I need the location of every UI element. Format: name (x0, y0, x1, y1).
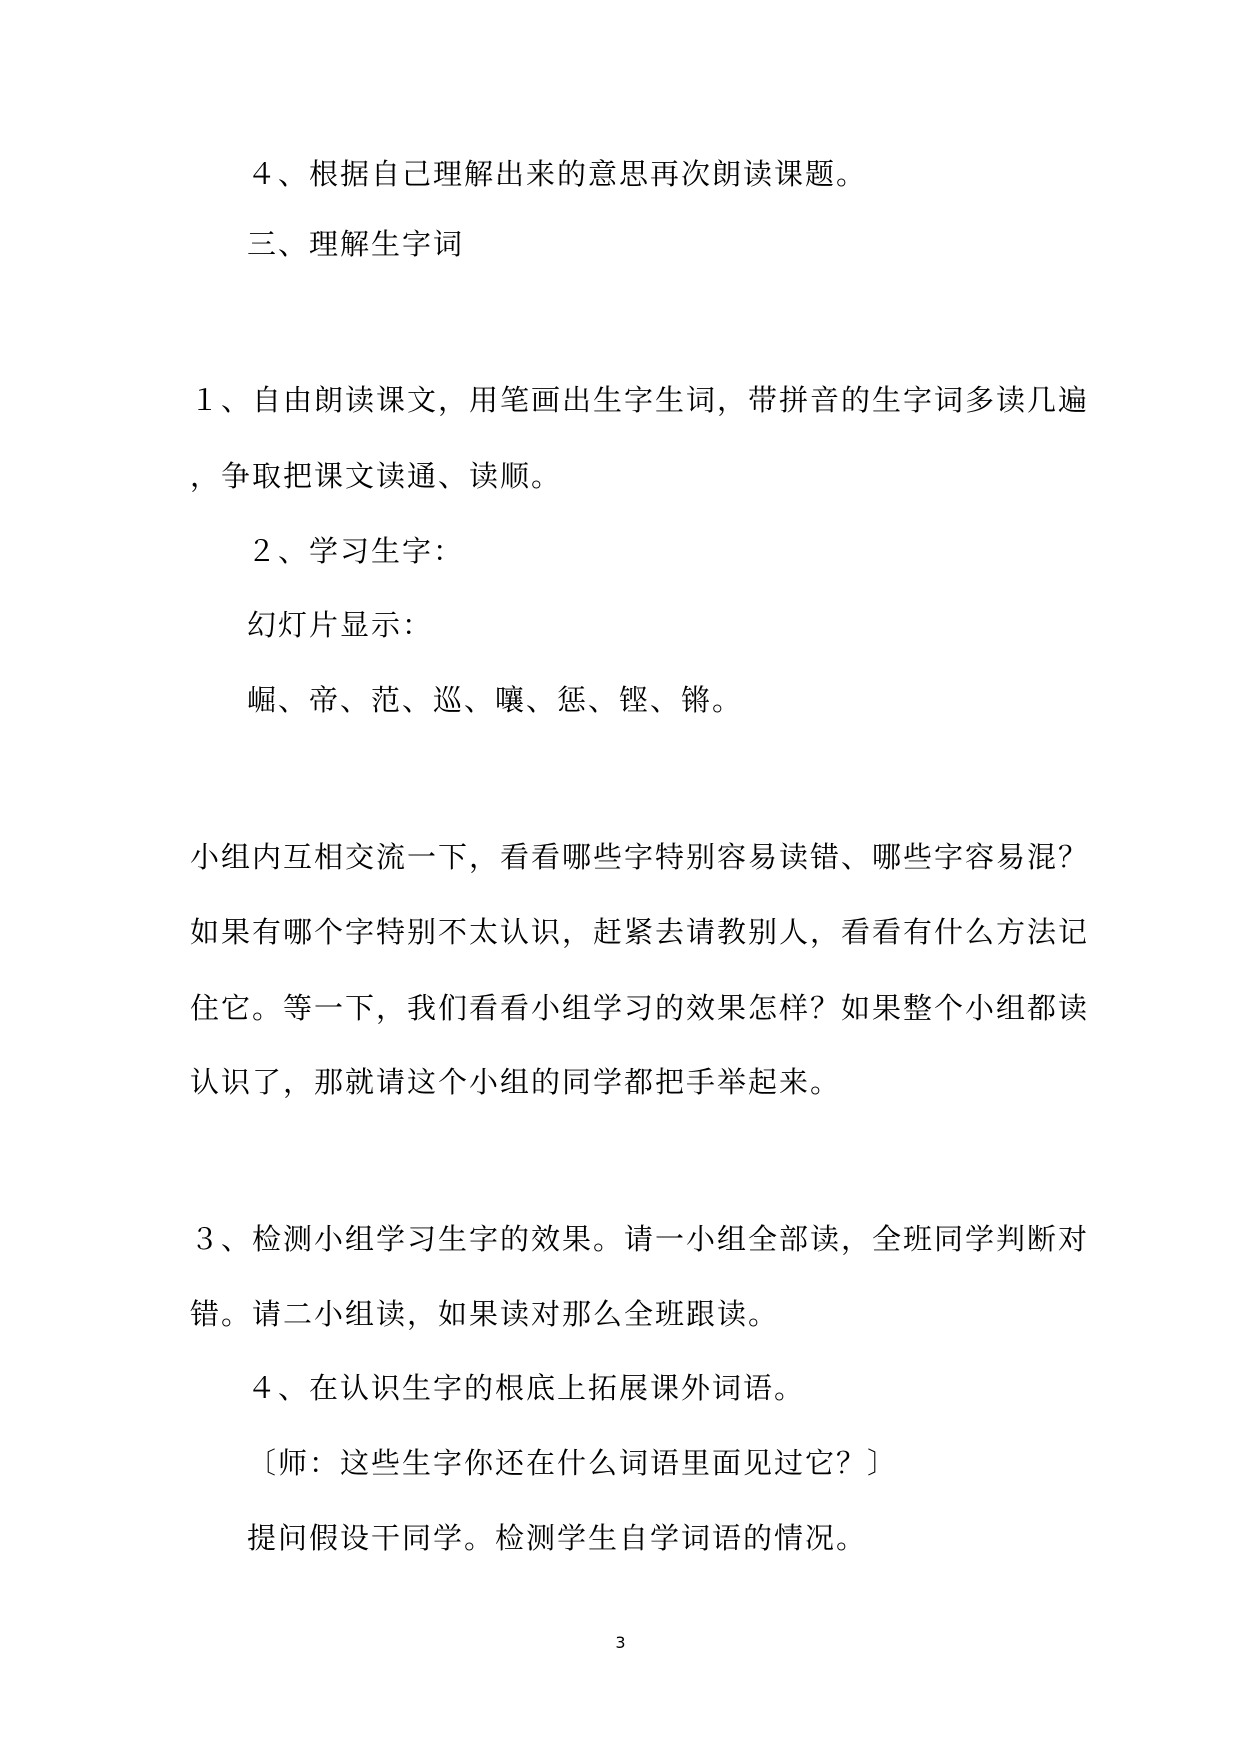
page-number: 3 (615, 1633, 626, 1652)
text-line: 错。请二小组读，如果读对那么全班跟读。 (190, 1297, 780, 1331)
text-line: 〔师：这些生字你还在什么词语里面见过它？〕 (247, 1446, 899, 1480)
text-line: 如果有哪个字特别不太认识，赶紧去请教别人，看看有什么方法记 (190, 915, 1090, 949)
text-line: ３、检测小组学习生字的效果。请一小组全部读，全班同学判断对 (190, 1222, 1090, 1256)
text-line: 提问假设干同学。检测学生自学词语的情况。 (247, 1521, 868, 1555)
text-line: 崛、帝、范、巡、嚷、惩、铿、锵。 (247, 683, 744, 717)
text-line: 幻灯片显示： (247, 608, 434, 642)
text-line: ４、根据自己理解出来的意思再次朗读课题。 (247, 157, 868, 191)
section-heading: 三、理解生字词 (247, 227, 465, 261)
text-line: ，争取把课文读通、读顺。 (190, 459, 563, 493)
text-line: 小组内互相交流一下，看看哪些字特别容易读错、哪些字容易混？ (190, 840, 1090, 874)
text-line: ２、学习生字： (247, 534, 465, 568)
text-line: ４、在认识生字的根底上拓展课外词语。 (247, 1371, 806, 1405)
text-line: 认识了，那就请这个小组的同学都把手举起来。 (190, 1065, 842, 1099)
text-line: １、自由朗读课文，用笔画出生字生词，带拼音的生字词多读几遍 (190, 383, 1090, 417)
text-line: 住它。等一下，我们看看小组学习的效果怎样？如果整个小组都读 (190, 991, 1090, 1025)
